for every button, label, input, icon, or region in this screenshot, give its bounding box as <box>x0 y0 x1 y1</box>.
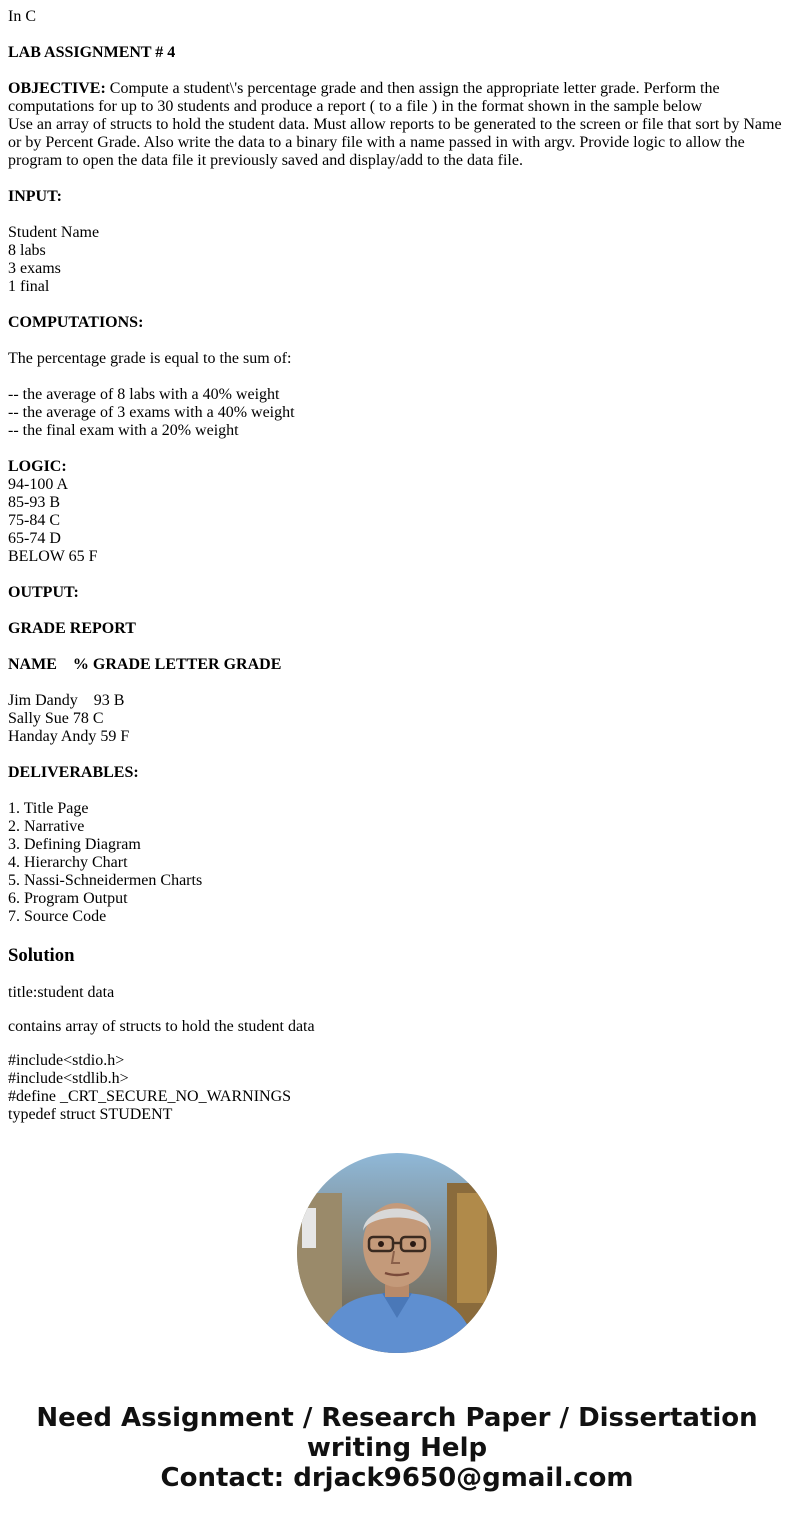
objective-label: OBJECTIVE: <box>8 80 106 97</box>
input-item: 1 final <box>8 278 50 295</box>
logic-item: 75-84 C <box>8 512 60 529</box>
deliverables-label: DELIVERABLES: <box>8 764 139 781</box>
deliverable-item: 3. Defining Diagram <box>8 836 141 853</box>
avatar-portrait-icon <box>297 1153 497 1353</box>
deliverable-item: 1. Title Page <box>8 800 89 817</box>
deliverable-item: 2. Narrative <box>8 818 85 835</box>
grade-report-row: Jim Dandy 93 B <box>8 692 125 709</box>
computation-item: -- the average of 8 labs with a 40% weight <box>8 386 280 403</box>
promo-line: Need Assignment / Research Paper / Dissertation <box>36 1403 758 1433</box>
computations-label: COMPUTATIONS: <box>8 314 144 331</box>
computation-item: -- the average of 3 exams with a 40% weight <box>8 404 295 421</box>
code-line: typedef struct STUDENT <box>8 1106 173 1123</box>
computation-item: -- the final exam with a 20% weight <box>8 422 239 439</box>
grade-report-row: Handay Andy 59 F <box>8 728 130 745</box>
logic-label: LOGIC: <box>8 458 67 475</box>
solution-title-line: title:student data <box>8 984 115 1001</box>
input-item: 8 labs <box>8 242 46 259</box>
input-label: INPUT: <box>8 188 62 205</box>
solution-heading: Solution <box>8 945 75 966</box>
assignment-heading: LAB ASSIGNMENT # 4 <box>8 44 176 61</box>
deliverable-item: 7. Source Code <box>8 908 107 925</box>
promo-line: writing Help <box>306 1433 488 1463</box>
grade-report-title: GRADE REPORT <box>8 620 136 637</box>
objective-paragraph <box>8 80 786 170</box>
code-line: #include<stdlib.h> <box>8 1070 129 1087</box>
avatar <box>297 1153 497 1353</box>
grade-report-row: Sally Sue 78 C <box>8 710 104 727</box>
code-block <box>8 1052 786 1124</box>
document-body <box>8 8 786 1124</box>
logic-item: BELOW 65 F <box>8 548 98 565</box>
grade-report-header: NAME % GRADE LETTER GRADE <box>8 656 282 673</box>
logic-item: 85-93 B <box>8 494 60 511</box>
promo-contact: Contact: drjack9650@gmail.com <box>160 1463 634 1493</box>
computations-intro: The percentage grade is equal to the sum of: <box>8 350 292 367</box>
intro-text: In C <box>8 8 36 25</box>
objective-text-2: Use an array of structs to hold the student data. Must allow reports to be generated to the screen or file that sort by Name or by Percent Grade. Also write the data to a binary file with a name passed in with argv. Provide logic to allow the program to open the data file it previously saved and display/add to the data file. <box>8 116 782 169</box>
code-line: #include<stdio.h> <box>8 1052 125 1069</box>
promo-banner <box>0 1403 794 1493</box>
logic-item: 65-74 D <box>8 530 61 547</box>
output-label: OUTPUT: <box>8 584 79 601</box>
deliverable-item: 6. Program Output <box>8 890 128 907</box>
input-item: 3 exams <box>8 260 61 277</box>
input-item: Student Name <box>8 224 100 241</box>
objective-text: Compute a student\'s percentage grade and then assign the appropriate letter grade. Perform the computations for up to 30 students and produce a report ( to a file ) in the format shown in the sample below <box>8 80 720 115</box>
logic-item: 94-100 A <box>8 476 68 493</box>
deliverable-item: 5. Nassi-Schneidermen Charts <box>8 872 203 889</box>
solution-description: contains array of structs to hold the student data <box>8 1018 315 1035</box>
code-line: #define _CRT_SECURE_NO_WARNINGS <box>8 1088 292 1105</box>
deliverable-item: 4. Hierarchy Chart <box>8 854 128 871</box>
